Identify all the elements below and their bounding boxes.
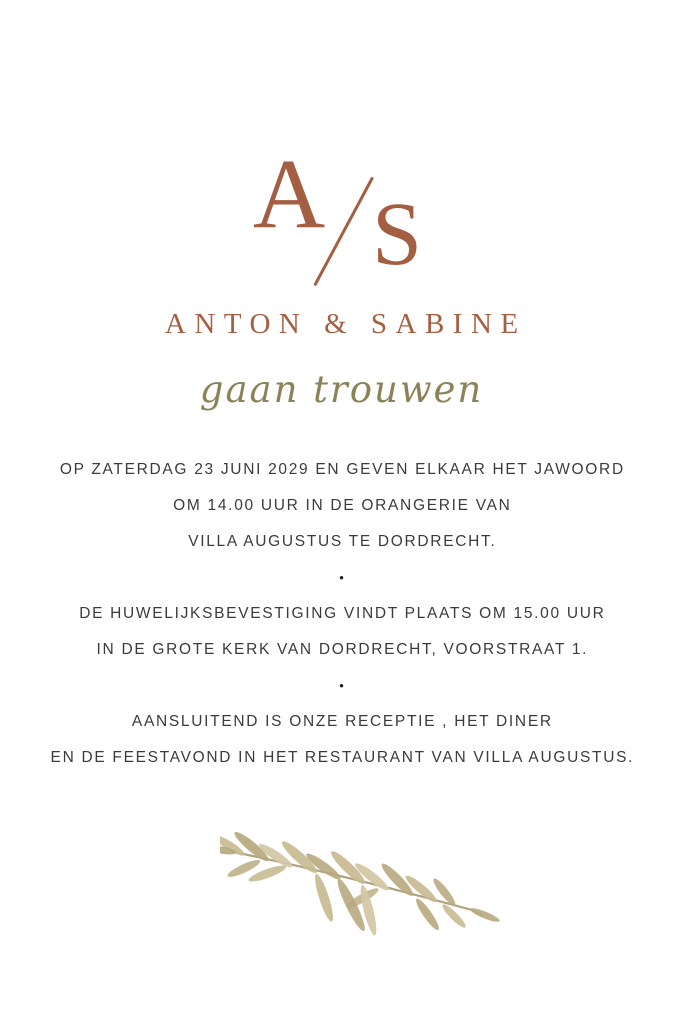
- reception-line-1: AANSLUITEND IS ONZE RECEPTIE , HET DINER: [131, 713, 553, 730]
- confirmation-line-2: IN DE GROTE KERK VAN DORDRECHT, VOORSTRAAT 1.: [96, 641, 589, 658]
- rosemary-branch-illustration: [220, 820, 502, 942]
- ceremony-line-1: OP ZATERDAG 23 JUNI 2029 EN GEVEN ELKAAR HET JAWOORD: [59, 461, 625, 478]
- couple-names: ANTON & SABINE: [164, 308, 527, 340]
- confirmation-line-1: DE HUWELIJKSBEVESTIGING VINDT PLAATS OM 15.00 UUR: [79, 605, 606, 622]
- reception-line-2: EN DE FEESTAVOND IN HET RESTAURANT VAN VILLA AUGUSTUS.: [50, 749, 635, 766]
- monogram-initial-left: A: [253, 138, 326, 249]
- ceremony-line-2: OM 14.00 UUR IN DE ORANGERIE VAN: [173, 497, 512, 514]
- invitation-details: [0, 452, 683, 776]
- ceremony-line-3: VILLA AUGUSTUS TE DORDRECHT.: [188, 533, 497, 550]
- monogram: [0, 0, 683, 300]
- tagline-script: gaan trouwen: [199, 368, 484, 411]
- divider-dot: •: [339, 570, 344, 585]
- divider-dot: •: [339, 678, 344, 693]
- monogram-initial-right: S: [372, 185, 423, 284]
